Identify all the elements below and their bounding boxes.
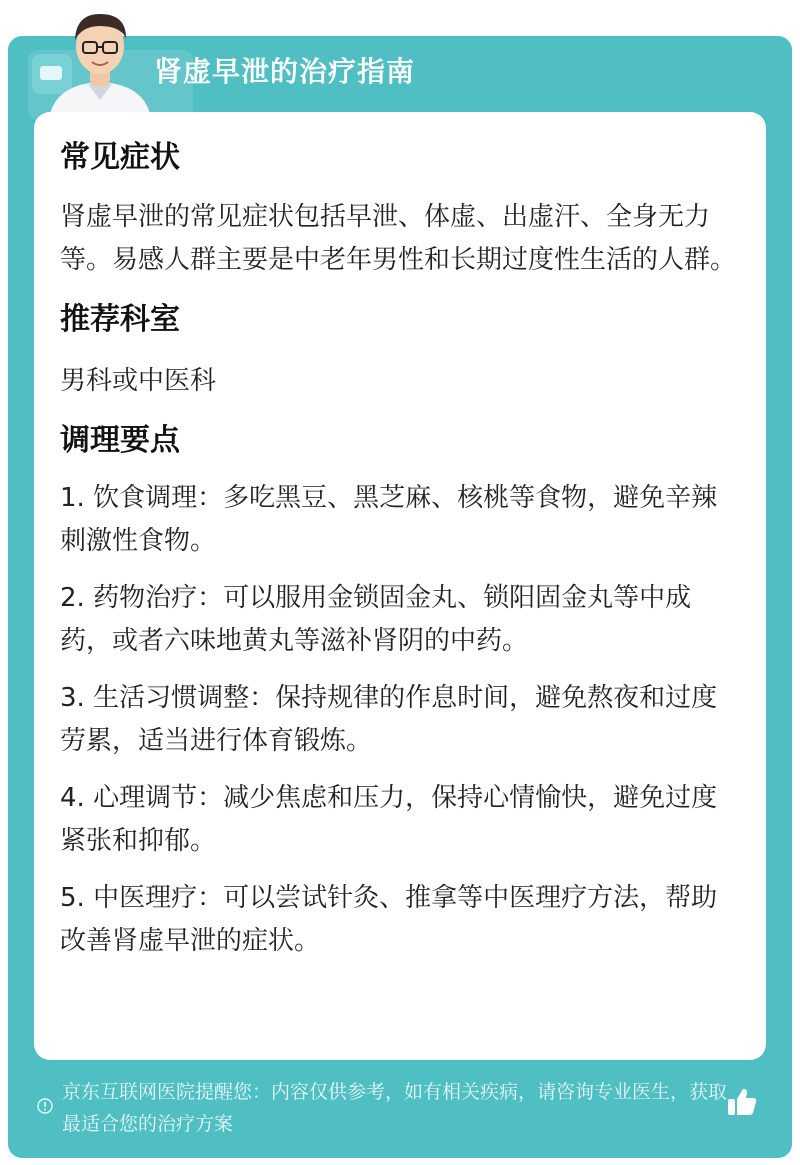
department-text: 男科或中医科 [60,366,217,396]
thumbs-up-icon[interactable] [725,1085,759,1119]
page-title: 肾虚早泄的治疗指南 [154,55,416,88]
care-item: 5. 中医理疗：可以尝试针灸、推拿等中医理疗方法，帮助改善肾虚早泄的症状。 [60,883,718,956]
doctor-avatar-icon [28,4,168,114]
symptoms-text: 肾虚早泄的常见症状包括早泄、体虚、出虚汗、全身无力等。易感人群主要是中老年男性和长期过度性生活的人群。 [60,202,737,275]
care-item: 3. 生活习惯调整：保持规律的作息时间，避免熬夜和过度劳累，适当进行体育锻炼。 [60,683,718,756]
care-item: 1. 饮食调理：多吃黑豆、黑芝麻、核桃等食物，避免辛辣刺激性食物。 [60,483,718,556]
info-icon [37,1098,53,1114]
care-item: 2. 药物治疗：可以服用金锁固金丸、锁阳固金丸等中成药，或者六味地黄丸等滋补肾阴的中药。 [60,583,692,656]
care-heading: 调理要点 [60,423,180,458]
content-body [60,136,740,963]
care-item: 4. 心理调节：减少焦虑和压力，保持心情愉快，避免过度紧张和抑郁。 [60,783,718,856]
symptoms-heading: 常见症状 [60,140,180,175]
disclaimer-text: 京东互联网医院提醒您：内容仅供参考，如有相关疾病，请咨询专业医生，获取最适合您的治疗方案 [62,1081,728,1135]
department-heading: 推荐科室 [60,302,180,337]
content-card [34,112,766,1060]
